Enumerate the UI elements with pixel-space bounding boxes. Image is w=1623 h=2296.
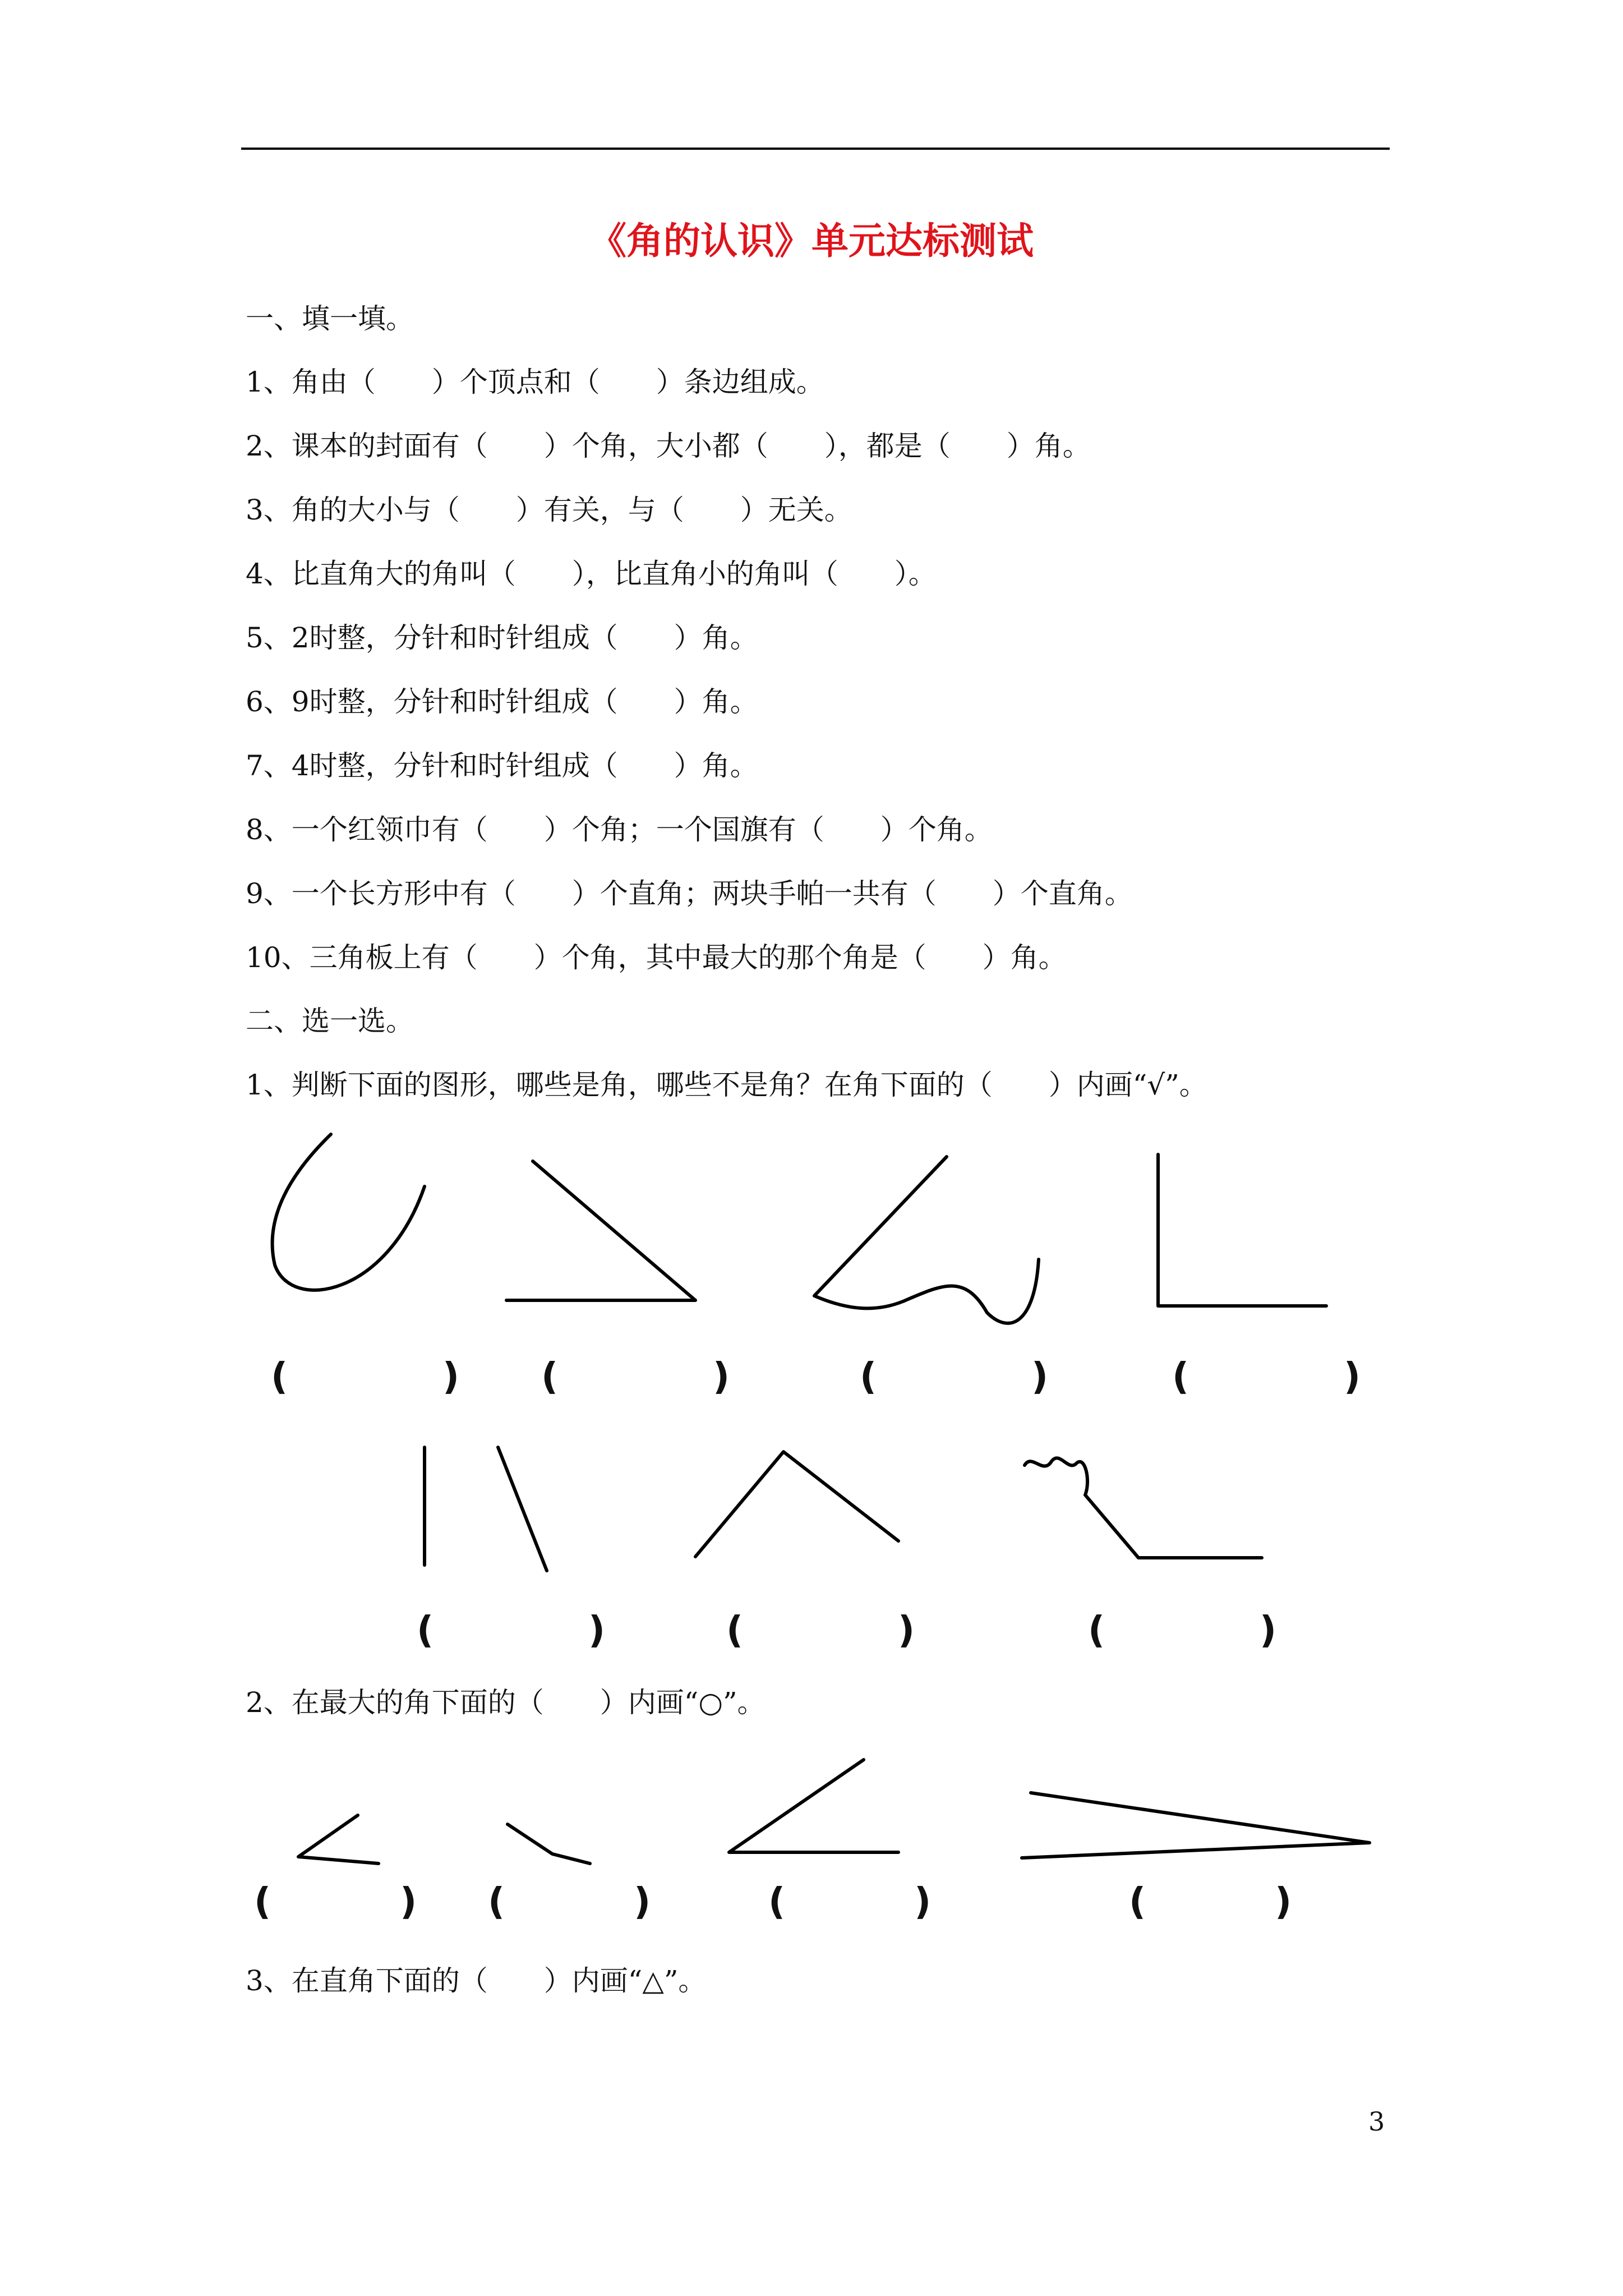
answer-paren-1-3[interactable]: ( ) — [860, 1355, 1049, 1398]
page-title: 《角的认识》单元达标测试 — [589, 219, 1034, 263]
question-1-1: 1、角由（ ）个顶点和（ ）条边组成。 — [246, 366, 824, 398]
figure-right-angle — [1158, 1154, 1326, 1306]
question-2-1: 1、判断下面的图形，哪些是角，哪些不是角？在角下面的（ ）内画“√”。 — [246, 1069, 1207, 1101]
figure-wavy-angle — [814, 1157, 1039, 1323]
figure-triangle-angle — [506, 1161, 695, 1300]
figure-curve-u — [273, 1134, 425, 1290]
figure-angle-narrow — [1022, 1793, 1370, 1858]
question-1-4: 4、比直角大的角叫（ ），比直角小的角叫（ ）。 — [246, 558, 937, 590]
question-2-3: 3、在直角下面的（ ）内画“△”。 — [246, 1964, 707, 1997]
question-1-6: 6、9时整，分针和时针组成（ ）角。 — [246, 685, 758, 718]
section-1-heading: 一、填一填。 — [246, 302, 414, 335]
figure-squiggle-angle — [1025, 1458, 1262, 1558]
answer-paren-1-6[interactable]: ( ) — [726, 1608, 915, 1651]
question-1-8: 8、一个红领巾有（ ）个角；一个国旗有（ ）个角。 — [246, 813, 993, 846]
answer-paren-2-3[interactable]: ( ) — [768, 1880, 932, 1923]
question-1-3: 3、角的大小与（ ）有关，与（ ）无关。 — [246, 494, 852, 526]
figure-parallel-line-2 — [498, 1447, 547, 1571]
answer-paren-1-2[interactable]: ( ) — [541, 1355, 730, 1398]
answer-paren-2-2[interactable]: ( ) — [488, 1880, 651, 1923]
answer-paren-1-7[interactable]: ( ) — [1088, 1608, 1277, 1651]
question-1-10: 10、三角板上有（ ）个角，其中最大的那个角是（ ）角。 — [246, 941, 1067, 974]
question-2-2: 2、在最大的角下面的（ ）内画“○”。 — [246, 1686, 766, 1719]
figure-angle-medium — [729, 1760, 898, 1852]
question-1-9: 9、一个长方形中有（ ）个直角；两块手帕一共有（ ）个直角。 — [246, 877, 1133, 910]
figure-angle-small-b — [508, 1824, 590, 1864]
answer-paren-1-4[interactable]: ( ) — [1172, 1355, 1361, 1398]
answer-paren-1-1[interactable]: ( ) — [271, 1355, 460, 1398]
page-number: 3 — [1368, 2106, 1385, 2137]
answer-paren-2-4[interactable]: ( ) — [1129, 1880, 1292, 1923]
answer-paren-2-1[interactable]: ( ) — [254, 1880, 417, 1923]
question-1-7: 7、4时整，分针和时针组成（ ）角。 — [246, 749, 758, 782]
question-1-5: 5、2时整，分针和时针组成（ ）角。 — [246, 622, 758, 654]
figure-angle-small-a — [298, 1815, 379, 1864]
answer-paren-1-5[interactable]: ( ) — [417, 1608, 606, 1651]
section-2-heading: 二、选一选。 — [246, 1005, 414, 1037]
figure-obtuse-angle — [695, 1452, 898, 1557]
question-1-2: 2、课本的封面有（ ）个角，大小都（ ），都是（ ）角。 — [246, 430, 1091, 462]
